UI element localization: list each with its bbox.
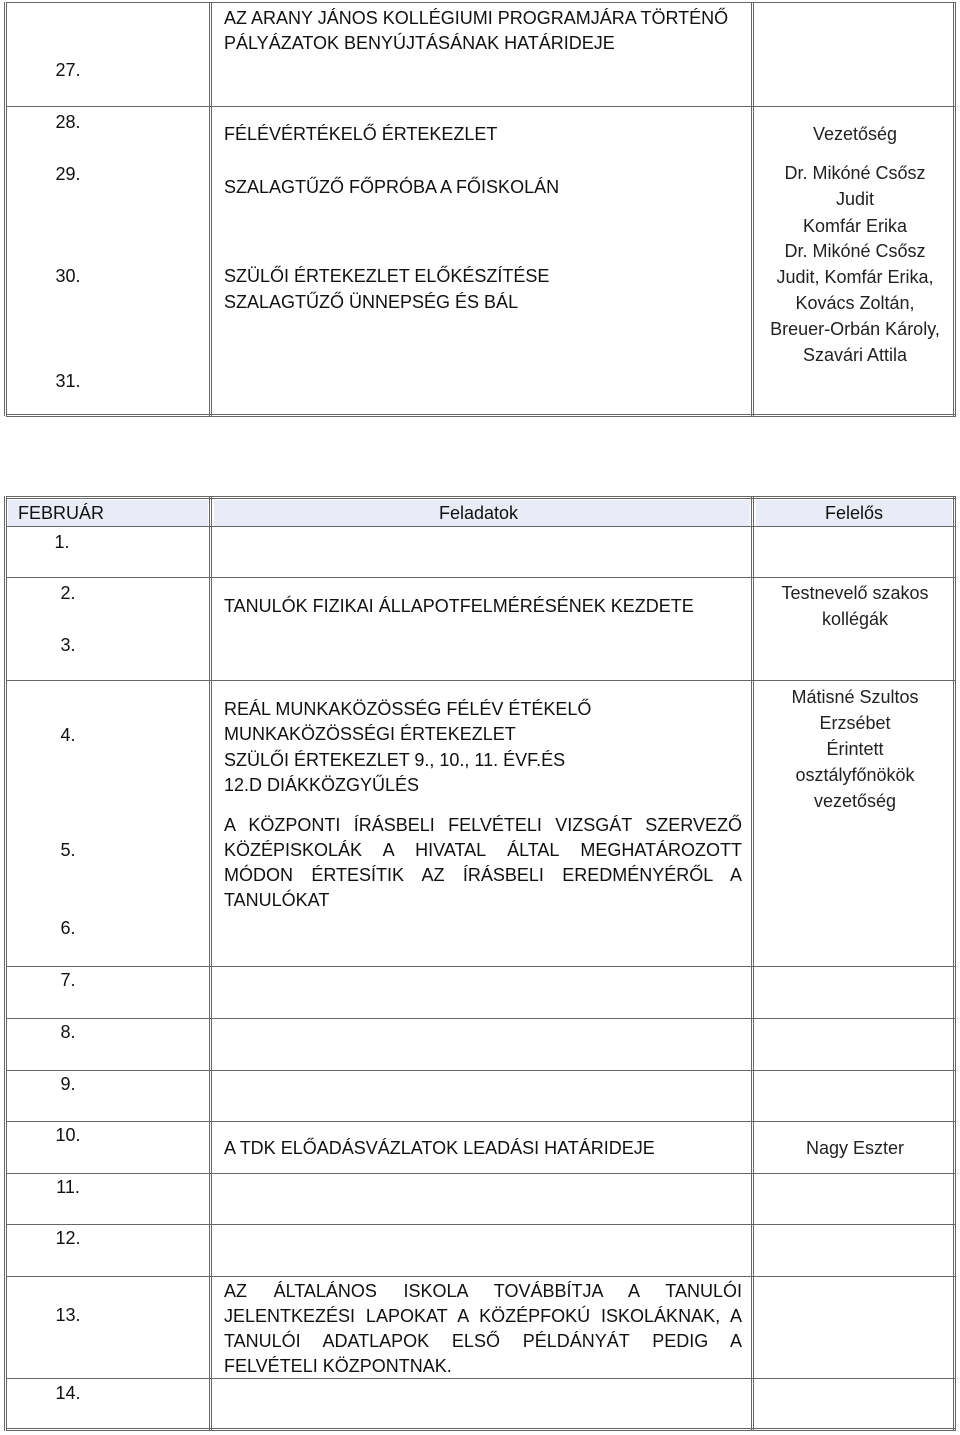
task-text: AZ ARANY JÁNOS KOLLÉGIUMI PROGRAMJÁRA TÖRTÉNŐ PÁLYÁZATOK BENYÚJTÁSÁNAK HATÁRIDEJE bbox=[224, 8, 729, 53]
responsible-text: Testnevelő szakos kollégák bbox=[781, 583, 929, 629]
table2-row-divider bbox=[6, 1070, 956, 1071]
task-text: AZ ÁLTALÁNOS ISKOLA TOVÁBBÍTJA A TANULÓI JELENTKEZÉSI LAPOKAT A KÖZÉPFOKÚ ISKOLÁKNAK, A TANULÓI ADATLAPOK ELSŐ PÉLDÁNYÁT PEDIG A FELVÉTELI KÖZPONTNAK. bbox=[224, 1281, 742, 1376]
day-number: 31. bbox=[55, 371, 81, 391]
responsible-text: Érintett osztályfőnökök bbox=[795, 739, 915, 785]
table2-header-divider bbox=[6, 526, 956, 527]
responsible-text: Dr. Mikóné Csősz Judit, Komfár Erika, Kovács Zoltán, Breuer-Orbán Károly, Szavári Attila bbox=[770, 241, 940, 365]
day-number: 30. bbox=[55, 266, 81, 286]
header-cell-tasks bbox=[214, 500, 750, 526]
day-number: 27. bbox=[55, 60, 81, 80]
table2-row-divider bbox=[6, 966, 956, 967]
table1-col-divider-2 bbox=[751, 2, 754, 416]
table1-right-border bbox=[953, 2, 956, 416]
responsible-text: Nagy Eszter bbox=[805, 1138, 905, 1158]
header-cell-responsible bbox=[756, 500, 952, 526]
day-number: 9. bbox=[60, 1074, 76, 1094]
responsible-text: Dr. Mikóné Csősz Judit bbox=[784, 163, 926, 209]
day-number: 3. bbox=[60, 635, 76, 655]
day-number: 10. bbox=[55, 1125, 81, 1145]
task-text: SZALAGTŰZŐ FŐPRÓBA A FŐISKOLÁN bbox=[224, 177, 560, 197]
table2-row-divider bbox=[6, 1224, 956, 1225]
day-number: 7. bbox=[60, 970, 76, 990]
header-tasks: Feladatok bbox=[439, 503, 519, 523]
header-cell-month bbox=[8, 500, 208, 526]
table1-top-border bbox=[6, 2, 956, 3]
task-text: A TDK ELŐADÁSVÁZLATOK LEADÁSI HATÁRIDEJE bbox=[224, 1138, 655, 1158]
table1-bottom-border bbox=[6, 414, 956, 417]
day-number: 11. bbox=[56, 1177, 80, 1197]
task-text: TANULÓK FIZIKAI ÁLLAPOTFELMÉRÉSÉNEK KEZDETE bbox=[224, 596, 694, 616]
table2-row-divider bbox=[6, 680, 956, 681]
day-number: 2. bbox=[60, 583, 76, 603]
day-number: 5. bbox=[60, 840, 76, 860]
task-text: FÉLÉVÉRTÉKELŐ ÉRTEKEZLET bbox=[224, 124, 498, 144]
day-number: 6. bbox=[60, 918, 76, 938]
table2-right-border bbox=[953, 496, 956, 1431]
table1-col-divider-1 bbox=[209, 2, 212, 416]
table1-row-divider bbox=[6, 106, 956, 107]
day-number: 8. bbox=[60, 1022, 76, 1042]
table2-row-divider bbox=[6, 1018, 956, 1019]
table2-row-divider bbox=[6, 1121, 956, 1122]
table2-bottom-border bbox=[6, 1428, 956, 1431]
task-text: SZÜLŐI ÉRTEKEZLET 9., 10., 11. ÉVF.ÉS 12.D DIÁKKÖZGYŰLÉS bbox=[224, 750, 566, 795]
table2-row-divider bbox=[6, 1276, 956, 1277]
table2-row-divider bbox=[6, 1173, 956, 1174]
table2-col-divider-1 bbox=[209, 496, 212, 1431]
table2-col-divider-2 bbox=[751, 496, 754, 1431]
table2-left-border bbox=[4, 496, 7, 1431]
header-responsible: Felelős bbox=[825, 503, 884, 523]
table2-top-border bbox=[6, 496, 956, 499]
day-number: 1. bbox=[54, 532, 70, 552]
day-number: 29. bbox=[55, 164, 81, 184]
table1-left-border bbox=[4, 2, 7, 416]
day-number: 14. bbox=[55, 1383, 81, 1403]
responsible-text: Komfár Erika bbox=[802, 216, 908, 236]
day-number: 13. bbox=[55, 1305, 81, 1325]
task-text: REÁL MUNKAKÖZÖSSÉG FÉLÉV ÉTÉKELŐ MUNKAKÖZÖSSÉGI ÉRTEKEZLET bbox=[224, 699, 592, 744]
table2-row-divider bbox=[6, 577, 956, 578]
day-number: 4. bbox=[60, 725, 76, 745]
responsible-text: Mátisné Szultos Erzsébet bbox=[791, 687, 919, 733]
responsible-text: vezetőség bbox=[813, 791, 897, 811]
day-number: 28. bbox=[55, 112, 81, 132]
header-month: FEBRUÁR bbox=[18, 503, 105, 523]
responsible-text: Vezetőség bbox=[812, 124, 898, 144]
task-text: A KÖZPONTI ÍRÁSBELI FELVÉTELI VIZSGÁT SZERVEZŐ KÖZÉPISKOLÁK A HIVATAL ÁLTAL MEGHATÁROZOTT MÓDON ÉRTESÍTIK AZ ÍRÁSBELI EREDMÉNYÉRŐL A TANULÓKAT bbox=[224, 815, 742, 910]
day-number: 12. bbox=[55, 1228, 81, 1248]
task-text: SZALAGTŰZŐ ÜNNEPSÉG ÉS BÁL bbox=[224, 292, 519, 312]
task-text: SZÜLŐI ÉRTEKEZLET ELŐKÉSZÍTÉSE bbox=[224, 266, 550, 286]
